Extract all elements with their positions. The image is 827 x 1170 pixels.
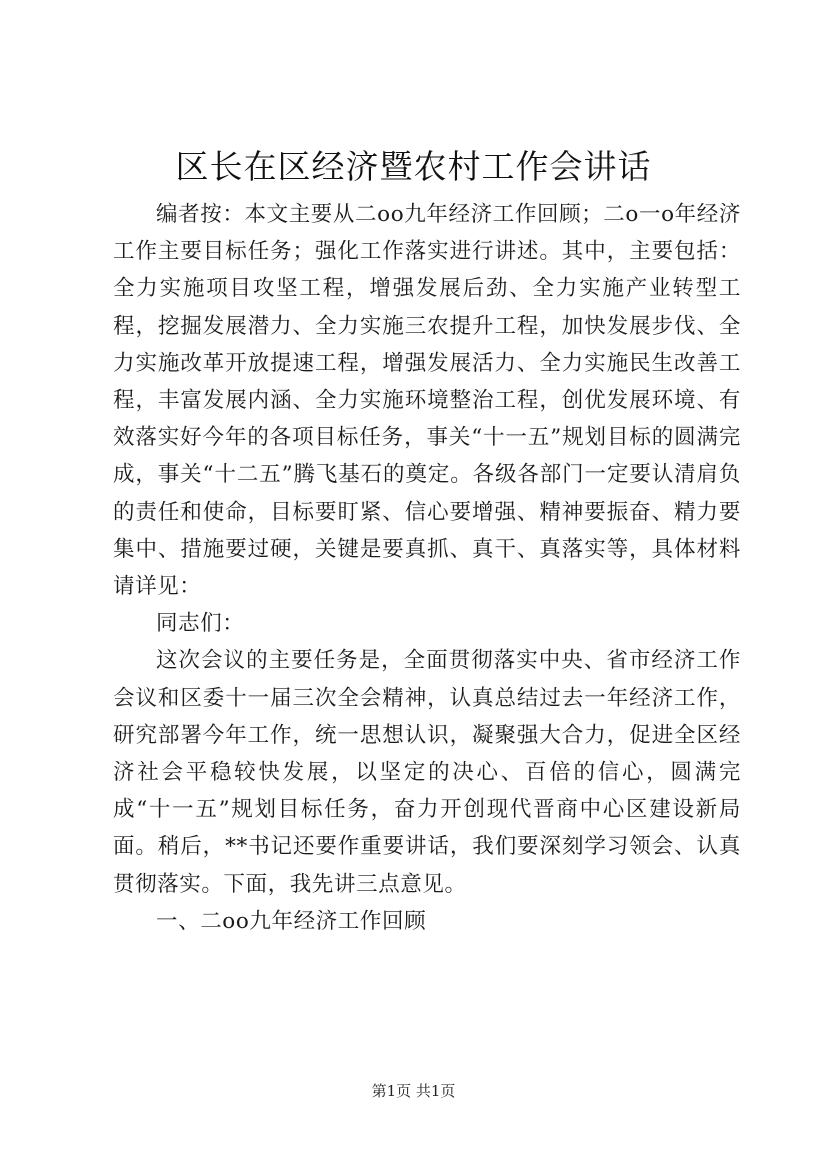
section-heading: 一、二oo九年经济工作回顾: [156, 908, 427, 934]
editor-note-paragraph: 编者按：本文主要从二oo九年经济工作回顾；二o一o年经济工作主要目标任务；强化工作落实进行讲述。其中，主要包括：全力实施项目攻坚工程，增强发展后劲、全力实施产业转型工程，挖掘发展潜力、全力实施三农提升工程，加快发展步伐、全力实施改革开放提速工程，增强发展活力、全力实施民生改善工程，丰富发展内涵、全力实施环境整治工程，创优发展环境、有效落实好今年的各项目标任务，事关“十一五”规划目标的圆满完成，事关“十二五”腾飞基石的奠定。各级各部门一定要认清肩负的责任和使命，目标要盯紧、信心要增强、精神要振奋、精力要集中、措施要过硬，关键是要真抓、真干、真落实等，具体材料请详见：: [113, 202, 741, 600]
page-footer: 第1页 共1页: [371, 1082, 456, 1100]
intro-paragraph: 这次会议的主要任务是，全面贯彻落实中央、省市经济工作会议和区委十一届三次全会精神，认真总结过去一年经济工作，研究部署今年工作，统一思想认识，凝聚强大合力，促进全区经济社会平稳较快发展，以坚定的决心、百倍的信心，圆满完成“十一五”规划目标任务，奋力开创现代晋商中心区建设新局面。稍后，**书记还要作重要讲话，我们要深刻学习领会、认真贯彻落实。下面，我先讲三点意见。: [113, 648, 741, 897]
salutation-paragraph: 同志们：: [156, 611, 245, 637]
document-body: [113, 196, 741, 940]
document-title: 区长在区经济暨农村工作会讲话: [175, 147, 652, 186]
